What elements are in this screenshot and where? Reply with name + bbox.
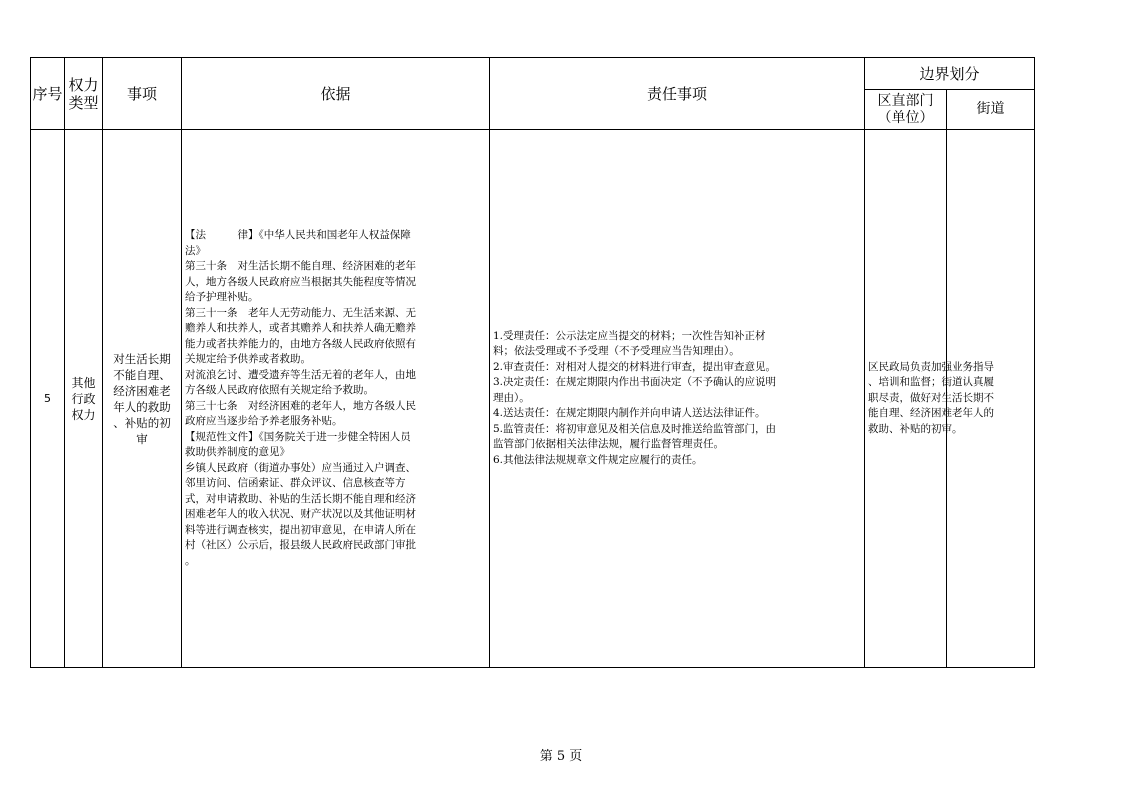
- header-basis: 依据: [182, 58, 490, 130]
- table-row: [31, 130, 1035, 668]
- header-boundary: 边界划分: [865, 58, 1035, 90]
- power-list-table: [30, 57, 1035, 668]
- row-item: 对生活长期 不能自理、 经济困难老 年人的救助 、补贴的初 审: [103, 130, 182, 668]
- row-seq: 5: [31, 130, 65, 668]
- row-basis: 【法 律】《中华人民共和国老年人权益保障 法》 第三十条 对生活长期不能自理、经济困难的老年 人，地方各级人民政府应当根据其失能程度等情况 给予护理补贴。 第三十一条 老年人无劳动能力、无生活来源、无 赡养人和扶养人，或者其赡养人和扶养人确无赡养 能力或者扶养能力的，由地方各级人民政府依照有 关规定给予供养或者救助。 对流浪乞讨、遭受遗弃等生活无着的老年人，由地 方各级人民政府依照有关规定给予救助。 第三十七条 对经济困难的老年人，地方各级人民 政府应当逐步给予养老服务补贴。 【规范性文件】《国务院关于进一步健全特困人员 救助供养制度的意见》 乡镇人民政府（街道办事处）应当通过入户调查、 邻里访问、信函索证、群众评议、信息核查等方 式，对申请救助、补贴的生活长期不能自理和经济 困难老年人的收入状况、财产状况以及其他证明材 料等进行调查核实，提出初审意见，在申请人所在 村（社区）公示后，报县级人民政府民政部门审批 。: [182, 130, 490, 668]
- page-number: 第 5 页: [539, 749, 583, 764]
- header-power-type: 权力 类型: [65, 58, 103, 130]
- header-seq: 序号: [31, 58, 65, 130]
- header-dept: 区直部门 （单位）: [865, 90, 947, 130]
- header-street: 街道: [947, 90, 1035, 130]
- row-power-type: 其他 行政 权力: [65, 130, 103, 668]
- row-dept: 区民政局负责加强业务指导 、培训和监督；街道认真履 职尽责，做好对生活长期不 能自理、经济困难老年人的 救助、补贴的初审。: [865, 130, 947, 668]
- row-duty: 1.受理责任：公示法定应当提交的材料；一次性告知补正材 料；依法受理或不予受理（不予受理应当告知理由）。 2.审查责任：对相对人提交的材料进行审查，提出审查意见。 3.决定责任：在规定期限内作出书面决定（不予确认的应说明 理由）。 4.送达责任：在规定期限内制作并向申请人送达法律证件。 5.监管责任：将初审意见及相关信息及时推送给监管部门，由 监管部门依据相关法律法规，履行监督管理责任。 6.其他法律法规规章文件规定应履行的责任。: [490, 130, 865, 668]
- header-duty: 责任事项: [490, 58, 865, 130]
- header-item: 事项: [103, 58, 182, 130]
